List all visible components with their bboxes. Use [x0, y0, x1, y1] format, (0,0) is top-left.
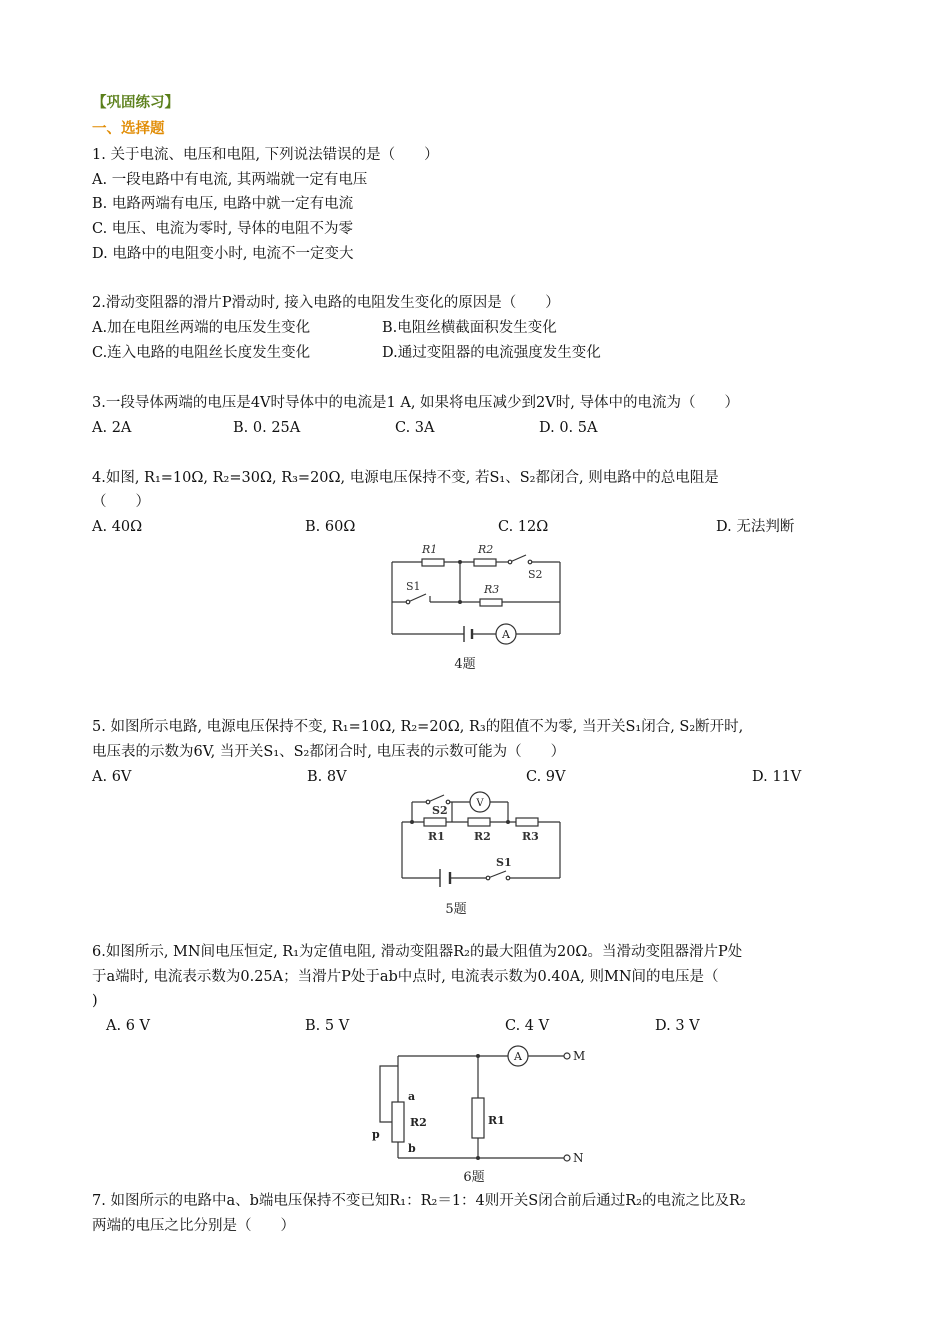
- q5-s1-label: S1: [496, 856, 512, 869]
- q2-stem: 2.滑动变阻器的滑片P滑动时, 接入电路的电阻发生变化的原因是（ ）: [92, 295, 560, 311]
- q5-r3-label: R3: [522, 830, 539, 843]
- q4-switch-s2: [508, 555, 532, 564]
- q6-resistor-r1: [472, 1098, 484, 1138]
- q1-stem: 1. 关于电流、电压和电阻, 下列说法错误的是（ ）: [92, 147, 439, 163]
- q7-stem-line2: 两端的电压之比分别是（ ）: [92, 1218, 295, 1234]
- q6-p-label: p: [372, 1128, 380, 1141]
- q2-option-b: B.电阻丝横截面积发生变化: [382, 320, 557, 336]
- q6-terminal-m: [564, 1053, 570, 1059]
- q1-option-a: A. 一段电路中有电流, 其两端就一定有电压: [92, 172, 368, 188]
- q5-battery: [440, 869, 450, 887]
- exercise-tag: 【巩固练习】: [92, 95, 179, 111]
- q5-option-c: C. 9V: [526, 769, 566, 785]
- q6-a-label: a: [408, 1090, 416, 1103]
- q6-stem-line2: 于a端时, 电流表示数为0.25A；当滑片P处于ab中点时, 电流表示数为0.40A, 则MN间的电压是（: [92, 969, 719, 985]
- q2-option-c: C.连入电路的电阻丝长度发生变化: [92, 345, 311, 361]
- q6-caption: 6题: [463, 1170, 485, 1185]
- q6-option-a: A. 6 V: [106, 1018, 150, 1034]
- q5-voltmeter-label: V: [476, 798, 484, 809]
- q6-r1-label: R1: [488, 1114, 505, 1127]
- q5-stem-line2: 电压表的示数为6V, 当开关S₁、S₂都闭合时, 电压表的示数可能为（ ）: [92, 744, 566, 760]
- q5-resistor-r3: [516, 818, 538, 826]
- q1-option-b: B. 电路两端有电压, 电路中就一定有电流: [92, 196, 354, 212]
- q4-option-b: B. 60Ω: [305, 519, 356, 535]
- q4-s2-label: S2: [528, 568, 543, 581]
- q6-circuit-diagram: [368, 1038, 592, 1188]
- q6-m-label: M: [573, 1049, 586, 1063]
- q5-r2-label: R2: [474, 830, 491, 843]
- q4-caption: 4题: [454, 657, 476, 672]
- q5-s2-label: S2: [432, 804, 448, 817]
- q6-option-b: B. 5 V: [305, 1018, 350, 1034]
- q4-ammeter-label: A: [502, 628, 510, 641]
- q4-resistor-r3: [480, 599, 502, 606]
- q5-switch-s1: [486, 871, 510, 880]
- q7-stem: 7. 如图所示的电路中a、b端电压保持不变已知R₁：R₂＝1：4则开关S闭合前后通过R₂的电流之比及R₂: [92, 1193, 746, 1209]
- q6-r2-label: R2: [410, 1116, 427, 1129]
- q4-resistor-r2: [474, 559, 496, 566]
- q3-option-c: C. 3A: [395, 420, 435, 436]
- q5-option-b: B. 8V: [307, 769, 347, 785]
- q3-option-a: A. 2A: [92, 420, 132, 436]
- q4-battery: [464, 626, 472, 642]
- q1-option-d: D. 电路中的电阻变小时, 电流不一定变大: [92, 246, 354, 262]
- q6-n-label: N: [573, 1151, 584, 1165]
- q6-terminal-n: [564, 1155, 570, 1161]
- q4-option-d: D. 无法判断: [716, 519, 795, 535]
- q5-stem: 5. 如图所示电路, 电源电压保持不变, R₁=10Ω, R₂=20Ω, R₃的阻值不为零, 当开关S₁闭合, S₂断开时,: [92, 719, 744, 735]
- q5-option-d: D. 11V: [752, 769, 802, 785]
- q2-option-d: D.通过变阻器的电流强度发生变化: [382, 345, 601, 361]
- q4-r3-label: R3: [484, 583, 500, 596]
- q4-option-c: C. 12Ω: [498, 519, 549, 535]
- section-title: 一、选择题: [92, 121, 165, 137]
- q4-circuit-diagram: [380, 540, 580, 676]
- q4-resistor-r1: [422, 559, 444, 566]
- q6-option-d: D. 3 V: [655, 1018, 700, 1034]
- q5-option-a: A. 6V: [92, 769, 132, 785]
- q4-s1-label: S1: [406, 580, 421, 593]
- q4-r2-label: R2: [478, 543, 494, 556]
- q5-r1-label: R1: [428, 830, 445, 843]
- q4-switch-s1: [406, 594, 426, 604]
- q6-stem: 6.如图所示, MN间电压恒定, R₁为定值电阻, 滑动变阻器R₂的最大阻值为20Ω。当滑动变阻器滑片P处: [92, 944, 743, 960]
- q6-option-c: C. 4 V: [505, 1018, 550, 1034]
- q2-option-a: A.加在电阻丝两端的电压发生变化: [92, 320, 311, 336]
- q6-b-label: b: [408, 1142, 416, 1155]
- q1-option-c: C. 电压、电流为零时, 导体的电阻不为零: [92, 221, 354, 237]
- q3-stem: 3.一段导体两端的电压是4V时导体中的电流是1 A, 如果将电压减少到2V时, 导体中的电流为（ ）: [92, 395, 739, 411]
- q5-resistor-r2: [468, 818, 490, 826]
- q6-stem-line3: ): [92, 993, 98, 1009]
- q5-switch-s2: [426, 795, 450, 804]
- q4-option-a: A. 40Ω: [92, 519, 143, 535]
- q6-rheostat-r2: [392, 1102, 404, 1142]
- q4-stem-blank: （ ）: [92, 494, 150, 510]
- q5-resistor-r1: [424, 818, 446, 826]
- q3-option-d: D. 0. 5A: [539, 420, 598, 436]
- q3-option-b: B. 0. 25A: [233, 420, 301, 436]
- q5-caption: 5题: [445, 902, 467, 917]
- q4-stem: 4.如图, R₁=10Ω, R₂=30Ω, R₃=20Ω, 电源电压保持不变, 若S₁、S₂都闭合, 则电路中的总电阻是: [92, 470, 719, 486]
- q4-r1-label: R1: [422, 543, 438, 556]
- q5-circuit-diagram: [392, 788, 570, 920]
- q6-ammeter-label: A: [514, 1050, 522, 1063]
